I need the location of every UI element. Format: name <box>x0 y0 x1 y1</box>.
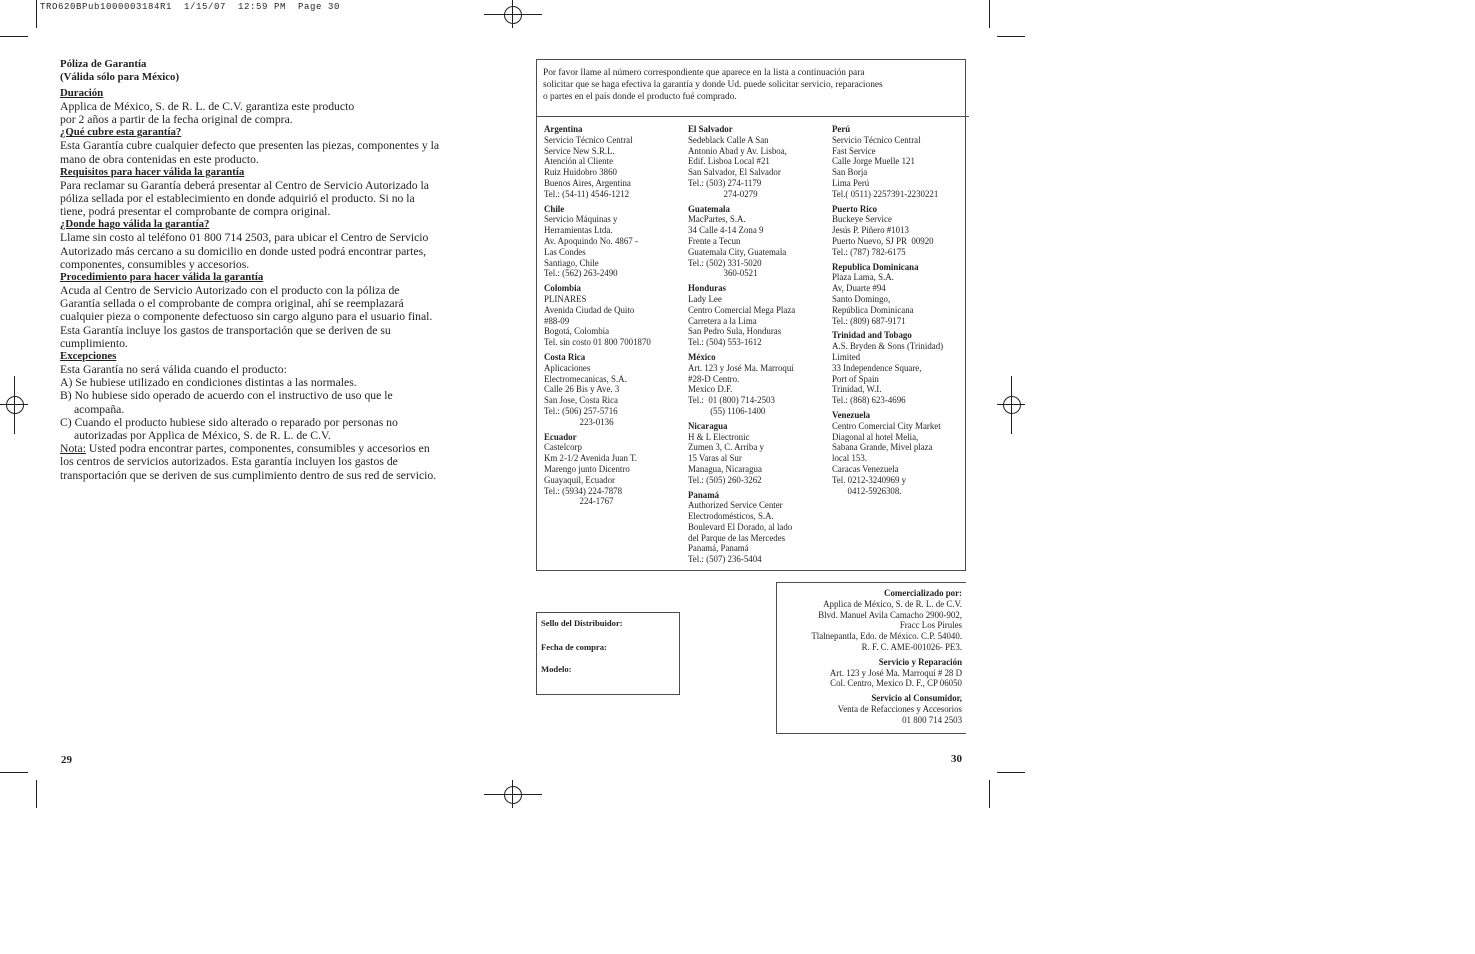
service-entry <box>688 421 828 486</box>
service-entry <box>544 124 684 200</box>
service-line: Santiago, Chile <box>544 257 599 268</box>
marketed-group <box>777 693 962 725</box>
section-line: Acuda al Centro de Servicio Autorizado con el producto con la póliza de <box>60 284 400 298</box>
section-heading: Procedimiento para hacer válida la garantía <box>60 271 264 284</box>
service-line: 274-0279 <box>688 188 758 199</box>
service-line: Limited <box>832 351 861 362</box>
section-line: Autorizado más cercano a su domicilio en donde usted podrá encontrar partes, <box>60 244 427 258</box>
service-line: Av, Duarte #94 <box>832 283 886 294</box>
service-column-1 <box>544 124 684 511</box>
marketed-line: Applica de México, S. de R. L. de C.V. <box>823 598 962 609</box>
service-line: Marengo junto Dicentro <box>544 463 630 474</box>
dealer-stamp-box <box>536 612 680 695</box>
service-line: Antonio Abad y Av. Lisboa, <box>688 145 787 156</box>
service-line: Mexico D.F. <box>688 384 733 395</box>
country-name: Nicaragua <box>688 420 728 431</box>
policy-title: Póliza de Garantía (Válida sólo para México) <box>60 58 180 83</box>
marketed-title: Servicio al Consumidor, <box>871 693 962 704</box>
section-line: cumplimiento. <box>60 336 128 350</box>
section-heading: ¿Donde hago válida la garantía? <box>60 218 210 231</box>
service-entry <box>688 352 828 417</box>
service-line: H & L Electronic <box>688 431 750 442</box>
service-line: Avenida Ciudad de Quito <box>544 304 635 315</box>
section-line: Applica de México, S. de R. L. de C.V. garantiza este producto <box>60 100 355 113</box>
page-number-right: 30 <box>951 753 962 765</box>
service-line: Tel.: (504) 553-1612 <box>688 337 762 348</box>
service-line: Electrodomésticos, S.A. <box>688 511 774 522</box>
service-line: 360-0521 <box>688 268 758 279</box>
marketed-line: Blvd. Manuel Avila Camacho 2900-902, <box>818 609 962 620</box>
country-name: Ecuador <box>544 431 577 442</box>
service-line: Tel.: (507) 236-5404 <box>688 554 762 565</box>
service-line: Tel.: (506) 257-5716 <box>544 405 618 416</box>
country-name: El Salvador <box>688 124 733 134</box>
marketed-line: Col. Centro, Mexico D. F., CP 06050 <box>830 678 962 689</box>
page-number-left: 29 <box>61 754 72 766</box>
country-name: Guatemala <box>688 203 730 214</box>
service-line: Tel.: (502) 331-5020 <box>688 257 762 268</box>
service-centers-box <box>536 59 966 571</box>
service-line: Puerto Nuevo, SJ PR 00920 <box>832 235 934 246</box>
service-line: 33 Independence Square, <box>832 362 922 373</box>
exception-line: autorizadas por Applica de México, S. de R. L. de C.V. <box>74 429 331 443</box>
marketed-line: Venta de Refacciones y Accesorios <box>837 703 962 714</box>
country-name: Republica Dominicana <box>832 261 919 272</box>
service-column-3 <box>832 124 972 500</box>
service-line: Tel.: (787) 782-6175 <box>832 246 906 257</box>
service-line: Santo Domingo, <box>832 293 891 304</box>
country-name: Chile <box>544 203 565 214</box>
service-line: República Dominicana <box>832 304 914 315</box>
service-line: Tel.: (505) 260-3262 <box>688 474 762 485</box>
service-line: Centro Comercial City Market <box>832 420 941 431</box>
section-line: póliza sellada por el establecimiento en donde adquirió el producto. Si no la <box>60 192 415 206</box>
marketed-group <box>777 588 962 653</box>
service-line: Authorized Service Center <box>688 500 783 511</box>
service-entry <box>832 124 972 200</box>
section-line: por 2 años a partir de la fecha original de compra. <box>60 113 293 127</box>
country-name: Honduras <box>688 283 726 294</box>
country-name: Argentina <box>544 124 583 134</box>
service-line: Diagonal al hotel Melia, <box>832 431 919 442</box>
marketed-title: Servicio y Reparación <box>878 656 962 667</box>
service-intro: Por favor llame al número correspondiente que aparece en la lista a continuación para solicitar que se haga efectiva la garantía y donde Ud. puede solicitar servicio, reparaciones o partes en el país donde el producto fué comprado. <box>543 68 883 103</box>
service-line: Guayaquil, Ecuador <box>544 474 615 485</box>
service-line: Calle 26 Bis y Ave. 3 <box>544 384 620 395</box>
section-heading: Requisitos para hacer válida la garantía <box>60 165 245 178</box>
service-entry <box>544 432 684 508</box>
country-name: Puerto Rico <box>832 203 878 214</box>
section-line: Garantía sellada o el comprobante de compra original, ahí se reemplazará <box>60 297 404 311</box>
service-line: PLINARES <box>544 293 587 304</box>
dealer-stamp-label: Sello del Distribuidor: <box>541 618 623 628</box>
service-line: local 153. <box>832 453 867 464</box>
service-entry <box>832 262 972 327</box>
service-line: Servicio Máquinas y <box>544 214 618 225</box>
service-line: Tel.: (562) 263-2490 <box>544 268 618 279</box>
country-name: Colombia <box>544 283 581 294</box>
service-line: Sabana Grande, Mivel plaza <box>832 442 933 453</box>
section-line: tiene, podrá presentar el comprobante de compra original. <box>60 205 331 219</box>
section-heading: ¿Qué cubre esta garantía? <box>60 126 182 139</box>
service-line: Boulevard El Dorado, al lado <box>688 521 793 532</box>
service-line: Service New S.R.L. <box>544 145 615 156</box>
exception-line: acompaña. <box>74 402 125 416</box>
warranty-policy <box>60 58 492 482</box>
service-line: 34 Calle 4-14 Zona 9 <box>688 225 764 236</box>
country-name: México <box>688 351 716 362</box>
country-name: Venezuela <box>832 409 871 420</box>
exception-line: C) Cuando el producto hubiese sido alterado o reparado por personas no <box>60 415 398 429</box>
section-line: Para reclamar su Garantía deberá presentar al Centro de Servicio Autorizado la <box>60 178 429 192</box>
service-entry <box>832 330 972 406</box>
section-line: componentes, consumibles y accesorios. <box>60 257 250 271</box>
service-line: Plaza Lama, S.A. <box>832 272 894 283</box>
service-line: Fast Service <box>832 145 876 156</box>
section-line: cualquier pieza o componente defectuoso sin cargo alguno para el usuario final. <box>60 310 433 324</box>
section-line: Esta Garantía no será válida cuando el producto: <box>60 363 287 377</box>
service-line: Servicio Técnico Central <box>544 134 633 145</box>
service-line: Port of Spain <box>832 373 879 384</box>
service-line: Tel.: (809) 687-9171 <box>832 315 906 326</box>
marketed-line: Tlalnepantla, Edo. de México. C.P. 54040. <box>811 631 962 642</box>
service-line: Edif. Lisboa Local #21 <box>688 156 770 167</box>
service-line: Lady Lee <box>688 293 722 304</box>
marketed-line: 01 800 714 2503 <box>902 714 962 725</box>
section-line: Llame sin costo al teléfono 01 800 714 2503, para ubicar el Centro de Servicio <box>60 231 429 245</box>
service-line: Panamá, Panamá <box>688 543 749 554</box>
service-entry <box>688 204 828 280</box>
service-entry <box>544 352 684 428</box>
service-entry <box>688 124 828 200</box>
section-line: Esta Garantía cubre cualquier defecto que presenten las piezas, componentes y la <box>60 139 440 153</box>
marketed-line: Art. 123 y José Ma. Marroquí # 28 D <box>829 667 962 678</box>
service-line: MacPartes, S.A. <box>688 214 746 225</box>
service-line: Tel. sin costo 01 800 7001870 <box>544 337 651 348</box>
service-line: 223-0136 <box>544 416 614 427</box>
service-line: Tel.: (868) 623-4696 <box>832 395 906 406</box>
service-line: #88-09 <box>544 315 570 326</box>
service-line: (55) 1106-1400 <box>688 405 766 416</box>
service-line: 15 Varas al Sur <box>688 453 742 464</box>
service-line: Managua, Nicaragua <box>688 463 762 474</box>
service-entry <box>544 204 684 280</box>
service-line: Sedeblack Calle A San <box>688 134 769 145</box>
service-line: #28-D Centro. <box>688 373 740 384</box>
service-column-2 <box>688 124 828 569</box>
service-line: Carretera a la Lima <box>688 315 757 326</box>
service-line: San Jose, Costa Rica <box>544 395 618 406</box>
service-line: Art. 123 y José Ma. Marroquí <box>688 362 794 373</box>
country-name: Costa Rica <box>544 351 586 362</box>
service-line: Tel.: (503) 274-1179 <box>688 177 762 188</box>
service-line: Zumen 3, C. Arriba y <box>688 442 764 453</box>
section-heading: Excepciones <box>60 350 117 363</box>
service-line: Guatemala City, Guatemala <box>688 246 787 257</box>
policy-note: Nota: Usted podra encontrar partes, componentes, consumibles y accesorios en los centros de servicios autorizados. Esta garantía incluyen los gastos de transportación que se deriven de sus cumplimiento dentro de sus red de servicio. <box>60 442 437 482</box>
model-label: Modelo: <box>541 664 572 674</box>
marketed-line: Fracc Los Pirules <box>899 620 962 631</box>
print-slug: TRO620BPub1000003184R1 1/15/07 12:59 PM Page 30 <box>40 2 341 12</box>
exception-line: A) Se hubiese utilizado en condiciones distintas a las normales. <box>60 376 357 390</box>
service-line: Trinidad, W.I. <box>832 384 882 395</box>
policy-sections <box>60 87 492 376</box>
service-line: Tel.: 01 (800) 714-2503 <box>688 395 775 406</box>
service-line: Km 2-1/2 Avenida Juan T. <box>544 453 637 464</box>
country-name: Panamá <box>688 489 720 500</box>
service-line: Ruiz Huidobro 3860 <box>544 167 617 178</box>
country-name: Perú <box>832 124 851 134</box>
service-line: Servicio Técnico Central <box>832 134 921 145</box>
service-line: Tel.: (54-11) 4546-1212 <box>544 188 630 199</box>
service-line: Tel.( 0511) 2257391-2230221 <box>832 188 939 199</box>
service-line: 224-1767 <box>544 496 614 507</box>
service-line: Buckeye Service <box>832 214 892 225</box>
purchase-date-label: Fecha de compra: <box>541 642 607 652</box>
service-line: Las Condes <box>544 246 586 257</box>
service-line: San Salvador, El Salvador <box>688 167 781 178</box>
service-line: Tel. 0212-3240969 y <box>832 474 907 485</box>
service-line: Electromecanicas, S.A. <box>544 373 627 384</box>
marketed-by-box <box>776 582 966 734</box>
service-line: Aplicaciones <box>544 362 591 373</box>
service-line: San Borja <box>832 167 868 178</box>
service-line: Frente a Tecun <box>688 235 741 246</box>
service-line: Atención al Cliente <box>544 156 614 167</box>
section-line: mano de obra contenidas en este producto. <box>60 152 259 166</box>
country-name: Trinidad and Tobago <box>832 330 912 341</box>
service-entry <box>688 490 828 566</box>
marketed-line: R. F. C. AME-001026- PE3. <box>861 641 962 652</box>
service-entry <box>832 204 972 258</box>
service-line: San Pedro Sula, Honduras <box>688 326 782 337</box>
service-entry <box>688 283 828 348</box>
service-line: Castelcorp <box>544 442 582 453</box>
service-line: Caracas Venezuela <box>832 463 899 474</box>
service-line: Buenos Aires, Argentina <box>544 177 631 188</box>
exception-line: B) No hubiese sido operado de acuerdo con el instructivo de uso que le <box>60 389 393 403</box>
service-line: Jesús P. Piñero #1013 <box>832 225 909 236</box>
exceptions-list <box>60 376 492 442</box>
service-line: Bogotá, Colombia <box>544 326 610 337</box>
service-entry <box>832 410 972 496</box>
service-line: Centro Comercial Mega Plaza <box>688 304 796 315</box>
service-entry <box>544 283 684 348</box>
intro-divider <box>537 116 969 117</box>
service-line: Lima Perú <box>832 177 870 188</box>
section-heading: Duración <box>60 87 104 99</box>
marketed-group <box>777 657 962 689</box>
service-line: A.S. Bryden & Sons (Trinidad) <box>832 341 944 352</box>
marketed-title: Comercializado por: <box>884 588 962 598</box>
service-line: Tel.: (5934) 224-7878 <box>544 485 623 496</box>
service-line: Calle Jorge Muelle 121 <box>832 156 915 167</box>
service-line: 0412-5926308. <box>832 485 902 496</box>
service-line: del Parque de las Mercedes <box>688 532 786 543</box>
service-line: Herramientas Ltda. <box>544 225 613 236</box>
section-line: Esta Garantía incluye los gastos de transportación que se deriven de su <box>60 323 391 337</box>
service-line: Av. Apoquindo No. 4867 - <box>544 235 638 246</box>
